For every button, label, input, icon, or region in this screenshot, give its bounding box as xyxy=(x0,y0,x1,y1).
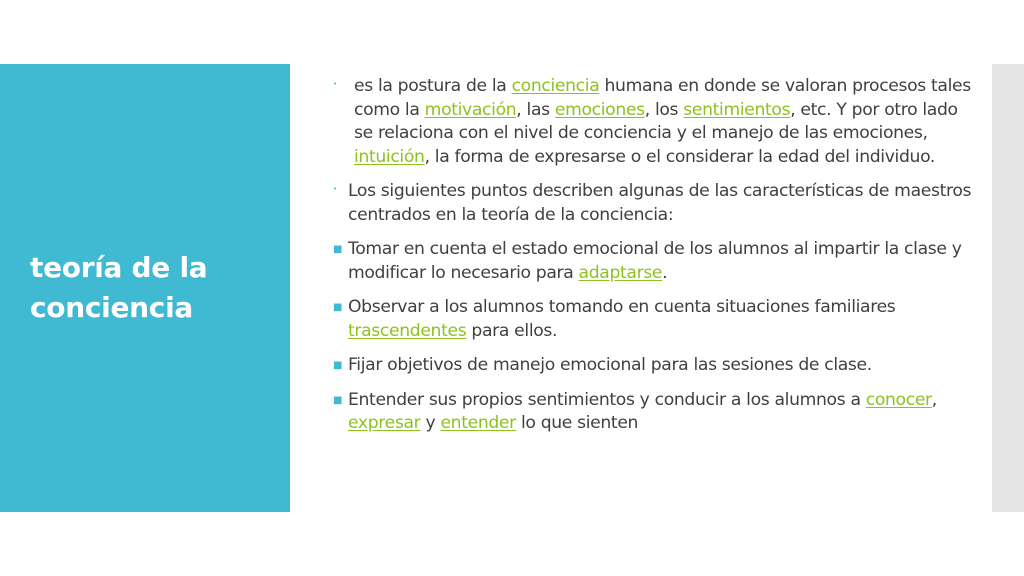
link-intuicion[interactable]: intuición xyxy=(354,146,425,167)
text-segment: para ellos. xyxy=(466,320,558,341)
text-segment: humana en donde se valoran procesos tales como la xyxy=(354,76,971,120)
bullet-list xyxy=(333,75,973,447)
square-bullet-icon: ■ xyxy=(333,244,343,255)
bullet-item xyxy=(333,296,973,343)
bullet-text xyxy=(354,75,973,169)
text-segment: Entender sus propios sentimientos y conducir a los alumnos a xyxy=(348,389,866,410)
text-segment: , etc. Y por otro lado se relaciona con el nivel de conciencia y el manejo de las emociones, xyxy=(354,99,958,143)
link-trascendentes[interactable]: trascendentes xyxy=(348,320,467,341)
bullet-item xyxy=(333,354,973,378)
text-segment: lo que sienten xyxy=(515,413,639,433)
bullet-text xyxy=(348,354,973,378)
text-segment: , la forma de expresarse o el considerar la edad del individuo. xyxy=(424,146,936,167)
text-segment: , las xyxy=(516,99,555,120)
bullet-item xyxy=(333,389,973,436)
bullet-marker-icon: • xyxy=(333,80,337,88)
link-motivacion[interactable]: motivación xyxy=(424,99,517,120)
bullet-text xyxy=(348,296,973,343)
text-segment: Fijar objetivos de manejo emocional para las sesiones de clase. xyxy=(348,355,872,375)
slide-title: teoría de la conciencia xyxy=(30,251,208,324)
bullet-text xyxy=(348,180,973,227)
link-entender[interactable]: entender xyxy=(440,413,516,433)
square-bullet-icon: ■ xyxy=(333,394,343,406)
text-segment: , xyxy=(931,389,937,410)
bullet-item xyxy=(333,180,973,227)
bullet-text xyxy=(348,238,973,285)
text-segment: y xyxy=(420,413,441,433)
link-conciencia[interactable]: conciencia xyxy=(511,76,600,96)
link-conocer[interactable]: conocer xyxy=(865,389,932,410)
side-bar xyxy=(992,64,1024,512)
link-sentimientos[interactable]: sentimientos xyxy=(683,99,791,120)
link-adaptarse[interactable]: adaptarse xyxy=(578,262,663,283)
link-expresar[interactable]: expresar xyxy=(348,413,421,433)
bullet-item xyxy=(333,75,973,169)
bullet-text xyxy=(348,389,973,436)
square-bullet-icon: ■ xyxy=(333,302,343,313)
text-segment: Observar a los alumnos tomando en cuenta situaciones familiares xyxy=(348,297,896,317)
text-segment: , los xyxy=(644,99,684,120)
text-segment: . xyxy=(662,262,668,283)
text-segment: es la postura de la xyxy=(354,76,512,96)
text-segment: Tomar en cuenta el estado emocional de los alumnos al impartir la clase y modificar lo necesario para xyxy=(348,239,962,283)
bullet-item xyxy=(333,238,973,285)
bullet-marker-icon: • xyxy=(333,185,337,193)
link-emociones[interactable]: emociones xyxy=(554,99,645,120)
text-segment: Los siguientes puntos describen algunas de las características de maestros centrados en la teoría de la conciencia: xyxy=(348,181,972,225)
square-bullet-icon: ■ xyxy=(333,360,343,371)
